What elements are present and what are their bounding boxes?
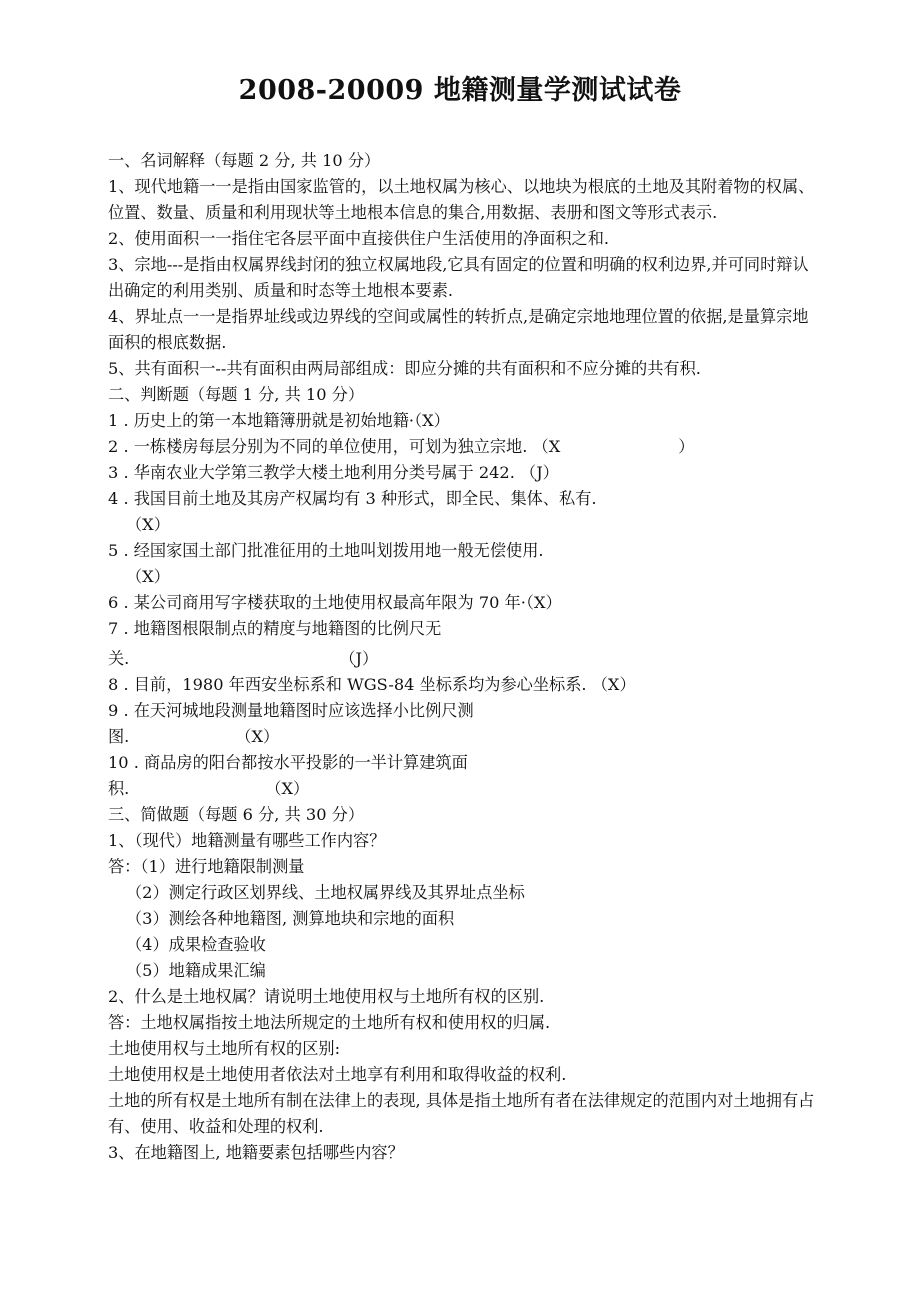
section1-heading: 一、名词解释（每题 2 分, 共 10 分） <box>108 151 381 170</box>
short-question-3: 3、在地籍图上, 地籍要素包括哪些内容？ <box>108 1143 404 1162</box>
judge-item-10-cont <box>108 776 818 802</box>
answer-1-line-3: （3）测绘各种地籍图, 测算地块和宗地的面积 <box>126 909 455 928</box>
answer-1-line-5: （5）地籍成果汇编 <box>126 961 266 980</box>
section2-heading: 二、判断题（每题 1 分, 共 10 分） <box>108 385 365 404</box>
judge-item-10: 10 . 商品房的阳台都按水平投影的一半计算建筑面 <box>108 753 468 772</box>
judge-item-9-cont <box>108 724 818 750</box>
judge-item-2 <box>108 434 818 460</box>
short-question-1: 1、（现代）地籍测量有哪些工作内容？ <box>108 831 386 850</box>
judge-item-1: 1 . 历史上的第一本地籍簿册就是初始地籍·（X） <box>108 411 450 430</box>
answer-2-line-4: 土地的所有权是土地所有制在法律上的表现, 具体是指土地所有者在法律规定的范围内对土地拥有占有、使用、收益和处理的权利. <box>108 1091 815 1136</box>
document-body <box>108 148 818 1166</box>
answer-2-line-2: 土地使用权与土地所有权的区别: <box>108 1039 341 1058</box>
judge-item-10-answer: （X） <box>265 779 310 798</box>
judge-item-4: 4 . 我国目前土地及其房产权属均有 3 种形式，即全民、集体、私有. <box>108 489 597 508</box>
section3-heading: 三、简做题（每题 6 分, 共 30 分） <box>108 805 365 824</box>
judge-item-7-answer: （J） <box>339 649 379 668</box>
answer-2-line-3: 土地使用权是土地使用者依法对土地享有利用和取得收益的权利. <box>108 1065 567 1084</box>
judge-item-3: 3 . 华南农业大学第三教学大楼土地利用分类号属于 242. （J） <box>108 463 559 482</box>
short-question-2: 2、什么是土地权属？请说明土地使用权与土地所有权的区别. <box>108 987 545 1006</box>
judge-item-10-tail: 积. <box>108 779 130 798</box>
term-item-2: 2、使用面积一一指住宅各层平面中直接供住户生活使用的净面积之和. <box>108 229 610 248</box>
answer-1-line-4: （4）成果检查验收 <box>126 935 266 954</box>
judge-item-5-answer: （X） <box>126 567 170 586</box>
page-title: 2008-20009 地籍测量学测试试卷 <box>238 75 682 106</box>
term-item-4: 4、界址点一一是指界址线或边界线的空间或属性的转折点,是确定宗地地理位置的依据,是量算宗地面积的根底数据. <box>108 307 809 352</box>
judge-item-2-close: ） <box>678 437 695 456</box>
judge-item-2-text: 2 . 一栋楼房每层分别为不同的单位使用，可划为独立宗地. （X <box>108 437 561 456</box>
judge-item-9-answer: （X） <box>235 727 280 746</box>
judge-item-7-tail: 关. <box>108 649 130 668</box>
judge-item-9: 9 . 在天河城地段测量地籍图时应该选择小比例尺测 <box>108 701 474 720</box>
judge-item-7-cont <box>108 646 818 672</box>
judge-item-8: 8 . 目前，1980 年西安坐标系和 WGS-84 坐标系均为参心坐标系. （X） <box>108 675 636 694</box>
judge-item-5: 5 . 经国家国土部门批准征用的土地叫划拨用地一般无偿使用. <box>108 541 544 560</box>
judge-item-6: 6 . 某公司商用写字楼获取的土地使用权最高年限为 70 年·（X） <box>108 593 562 612</box>
term-item-3: 3、宗地---是指由权属界线封闭的独立权属地段,它具有固定的位置和明确的权利边界,并可同时辩认出确定的利用类别、质量和时态等土地根本要素. <box>108 255 809 300</box>
term-item-1: 1、现代地籍一一是指由国家监管的，以土地权属为核心、以地块为根底的土地及其附着物的权属、位置、数量、质量和利用现状等土地根本信息的集合,用数据、表册和图文等形式表示. <box>108 177 815 222</box>
term-item-5: 5、共有面积一--共有面积由两局部组成：即应分摊的共有面积和不应分摊的共有积. <box>108 359 701 378</box>
answer-1-line-1: 答：（1）进行地籍限制测量 <box>108 857 305 876</box>
judge-item-9-tail: 图. <box>108 727 130 746</box>
judge-item-4-answer: （X） <box>126 515 170 534</box>
answer-2-line-1: 答：土地权属指按土地法所规定的土地所有权和使用权的归属. <box>108 1013 551 1032</box>
answer-1-line-2: （2）测定行政区划界线、土地权属界线及其界址点坐标 <box>126 883 525 902</box>
judge-item-7: 7 . 地籍图根限制点的精度与地籍图的比例尺无 <box>108 619 442 638</box>
